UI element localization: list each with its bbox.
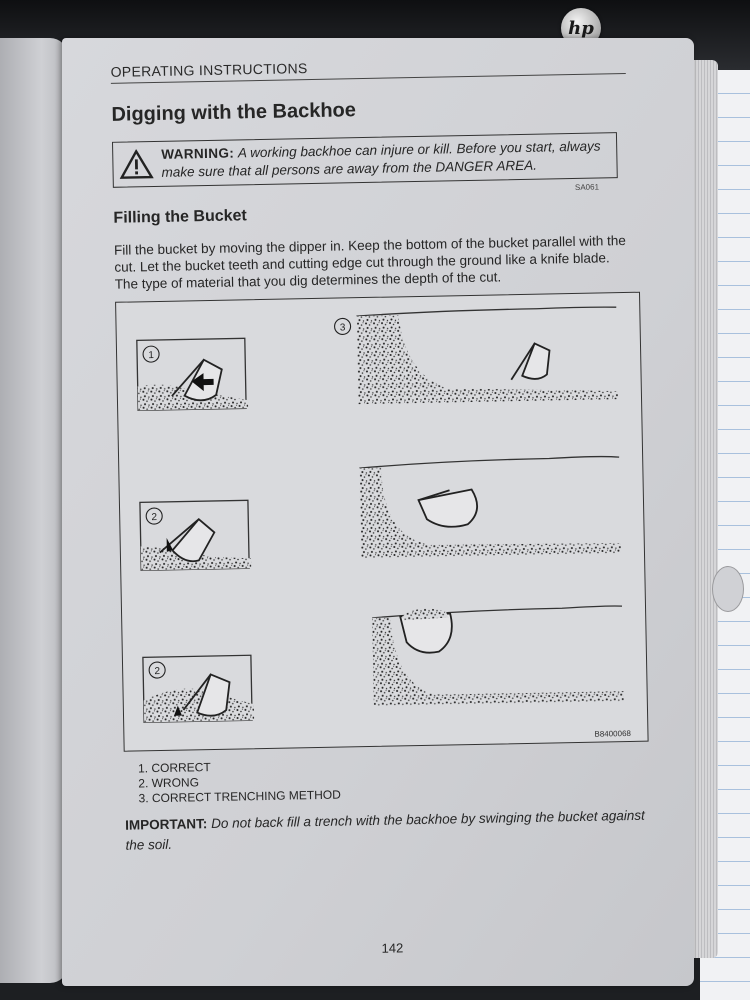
page-title: Digging with the Backhoe: [111, 99, 357, 126]
panel-trench-3: [372, 605, 624, 706]
panel-trench-1: [356, 307, 618, 404]
legend-item: 2. WRONG: [138, 775, 200, 791]
subsection-title: Filling the Bucket: [113, 207, 247, 227]
warning-code: SA061: [574, 182, 600, 192]
page-content: [102, 27, 680, 978]
figure-code: B8400068: [594, 728, 632, 739]
page-tab-hole: [712, 566, 744, 612]
callout-1: [143, 346, 159, 362]
callout-2-upper: [146, 508, 162, 524]
svg-text:2: 2: [151, 512, 158, 524]
svg-text:1: 1: [148, 350, 154, 362]
legend-item: 3. CORRECT TRENCHING METHOD: [138, 787, 341, 806]
important-message: Do not back fill a trench with the backhoe by swinging the bucket against the soil.: [125, 807, 645, 853]
warning-triangle-icon: [119, 149, 154, 180]
callout-3: [334, 318, 350, 334]
important-note: [125, 806, 656, 856]
warning-message: A working backhoe can injure or kill. Before you start, always make sure that all persons are away from the DANGER AREA.: [161, 138, 601, 180]
warning-text: [161, 137, 617, 182]
page-number: 142: [381, 940, 404, 956]
svg-text:3: 3: [339, 322, 346, 334]
panel-trench-2: [359, 456, 621, 558]
figure-illustration: [116, 293, 650, 753]
warning-label: WARNING:: [161, 145, 235, 162]
body-paragraph: Fill the bucket by moving the dipper in. Keep the bottom of the bucket parallel with the cut. Let the bucket teeth and cutting edge cut through the ground like a knife blade. The type of material that you dig determines the depth of the cut.: [113, 232, 626, 292]
svg-text:2: 2: [154, 666, 161, 678]
manual-page: [62, 38, 694, 986]
figure-legend: [138, 758, 341, 807]
legend-item: 1. CORRECT: [137, 760, 211, 776]
left-page-edge: [0, 38, 68, 983]
warning-box: [112, 132, 618, 188]
section-header: OPERATING INSTRUCTIONS: [110, 60, 308, 80]
important-label: IMPORTANT:: [124, 816, 208, 833]
backhoe-figure: [115, 292, 649, 752]
callout-2-lower: [149, 662, 165, 678]
hp-logo-text: hp: [568, 17, 594, 39]
